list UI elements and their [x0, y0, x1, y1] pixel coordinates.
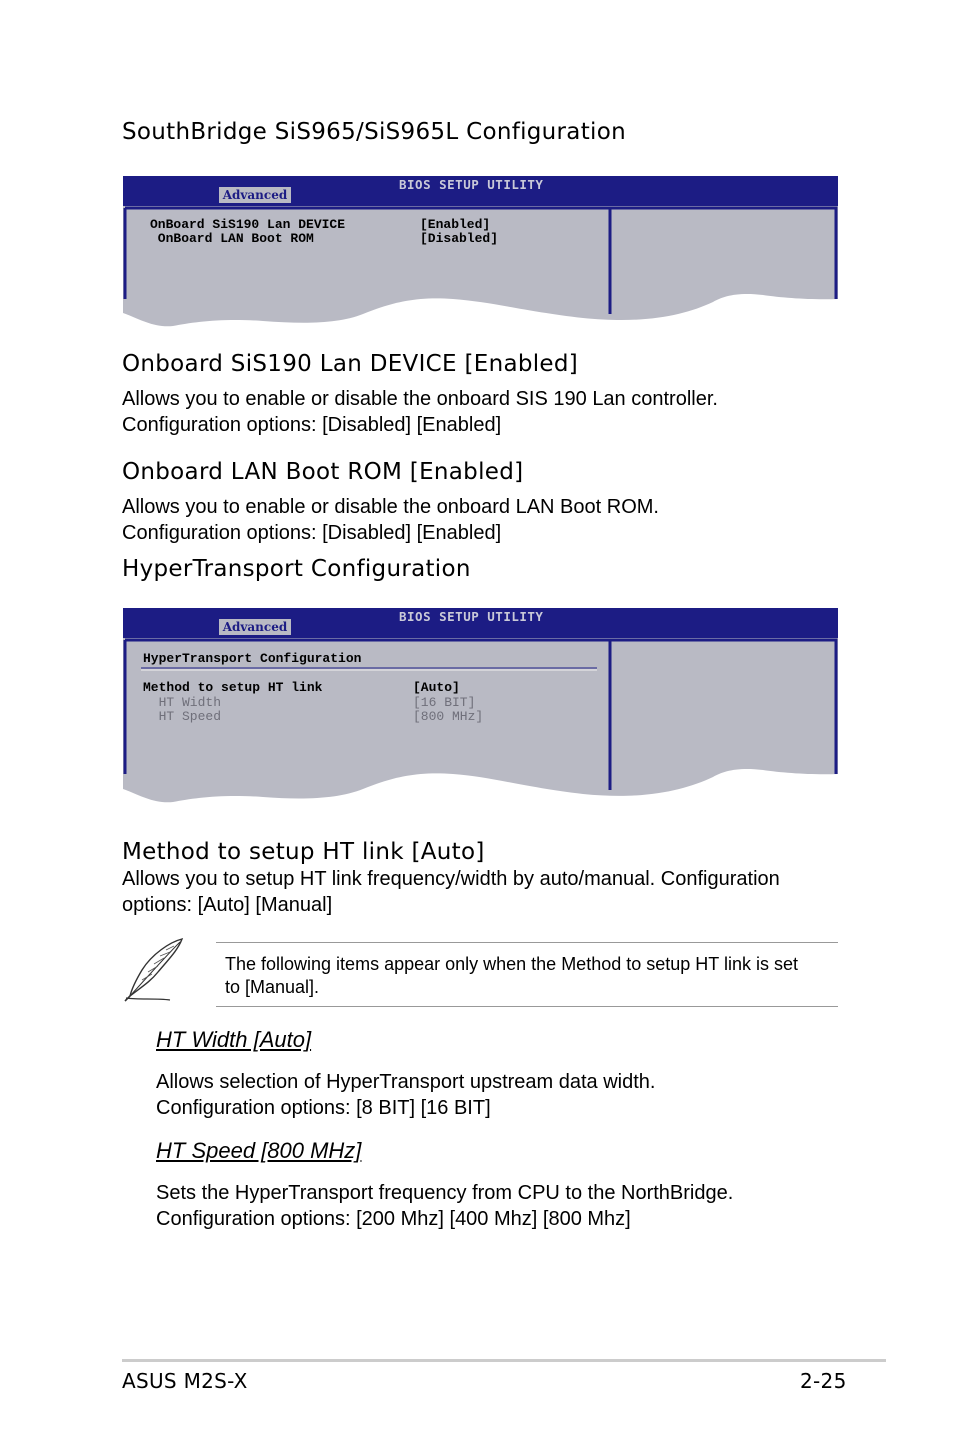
- item-desc-ht-method-line1: Allows you to setup HT link frequency/width by auto/manual. Configuration: [122, 868, 780, 890]
- subitem-desc-ht-width-line2: Configuration options: [8 BIT] [16 BIT]: [156, 1097, 491, 1119]
- item-desc-lan-device-line1: Allows you to enable or disable the onboard SIS 190 Lan controller.: [122, 388, 718, 410]
- note-text-line1: The following items appear only when the Method to setup HT link is set: [225, 954, 798, 974]
- bios-row-ht-method-label: Method to setup HT link: [143, 680, 323, 695]
- bios-row-boot-rom-label: OnBoard LAN Boot ROM: [150, 231, 314, 246]
- bios-title: BIOS SETUP UTILITY: [399, 177, 544, 192]
- subitem-heading-ht-width: HT Width [Auto]: [156, 1027, 312, 1052]
- bios-row-boot-rom-value: [Disabled]: [420, 231, 499, 246]
- bios-tab-advanced: Advanced: [219, 187, 291, 203]
- footer-product-name: ASUS M2S-X: [122, 1369, 248, 1393]
- bios-row-ht-width-label: HT Width: [143, 695, 222, 710]
- bios-tab-advanced: Advanced: [219, 619, 291, 635]
- subitem-heading-ht-speed: HT Speed [800 MHz]: [156, 1138, 362, 1163]
- item-heading-lan-boot-rom: Onboard LAN Boot ROM [Enabled]: [122, 459, 524, 485]
- bios-row-lan-device-value: [Enabled]: [420, 217, 491, 232]
- bios-header-bar: [123, 176, 838, 206]
- note-bottom-divider: [216, 1006, 838, 1007]
- bios-title: BIOS SETUP UTILITY: [399, 609, 544, 624]
- footer-rule: [122, 1359, 886, 1362]
- section-heading-hypertransport: HyperTransport Configuration: [122, 556, 471, 582]
- section-heading-southbridge: SouthBridge SiS965/SiS965L Configuration: [122, 119, 626, 145]
- footer-page-number: 2-25: [800, 1369, 847, 1393]
- item-desc-lan-boot-rom-line2: Configuration options: [Disabled] [Enabled]: [122, 522, 502, 544]
- bios-header-bar: [123, 608, 838, 638]
- item-heading-lan-device: Onboard SiS190 Lan DEVICE [Enabled]: [122, 351, 579, 377]
- item-heading-ht-method: Method to setup HT link [Auto]: [122, 839, 485, 865]
- bios-panel-title: HyperTransport Configuration: [143, 651, 362, 666]
- item-desc-ht-method-line2: options: [Auto] [Manual]: [122, 894, 333, 916]
- bios-row-ht-width-value: [16 BIT]: [413, 695, 476, 710]
- subitem-desc-ht-speed-line1: Sets the HyperTransport frequency from CPU to the NorthBridge.: [156, 1182, 734, 1204]
- note-text-line2: to [Manual].: [225, 977, 320, 997]
- feather-pen-icon: [122, 936, 192, 1004]
- item-desc-lan-boot-rom-line1: Allows you to enable or disable the onboard LAN Boot ROM.: [122, 496, 659, 518]
- note-top-divider: [216, 942, 838, 943]
- bios-screenshot-hypertransport: [123, 608, 838, 804]
- bios-row-ht-speed-label: HT Speed: [143, 709, 222, 724]
- bios-row-lan-device-label: OnBoard SiS190 Lan DEVICE: [150, 217, 346, 232]
- subitem-desc-ht-speed-line2: Configuration options: [200 Mhz] [400 Mhz] [800 Mhz]: [156, 1208, 631, 1230]
- item-desc-lan-device-line2: Configuration options: [Disabled] [Enabled]: [122, 414, 502, 436]
- bios-row-ht-speed-value: [800 MHz]: [413, 709, 484, 724]
- subitem-desc-ht-width-line1: Allows selection of HyperTransport upstream data width.: [156, 1071, 656, 1093]
- note-box: [122, 934, 838, 1008]
- bios-row-ht-method-value: [Auto]: [413, 680, 460, 695]
- bios-screenshot-southbridge: [123, 176, 838, 328]
